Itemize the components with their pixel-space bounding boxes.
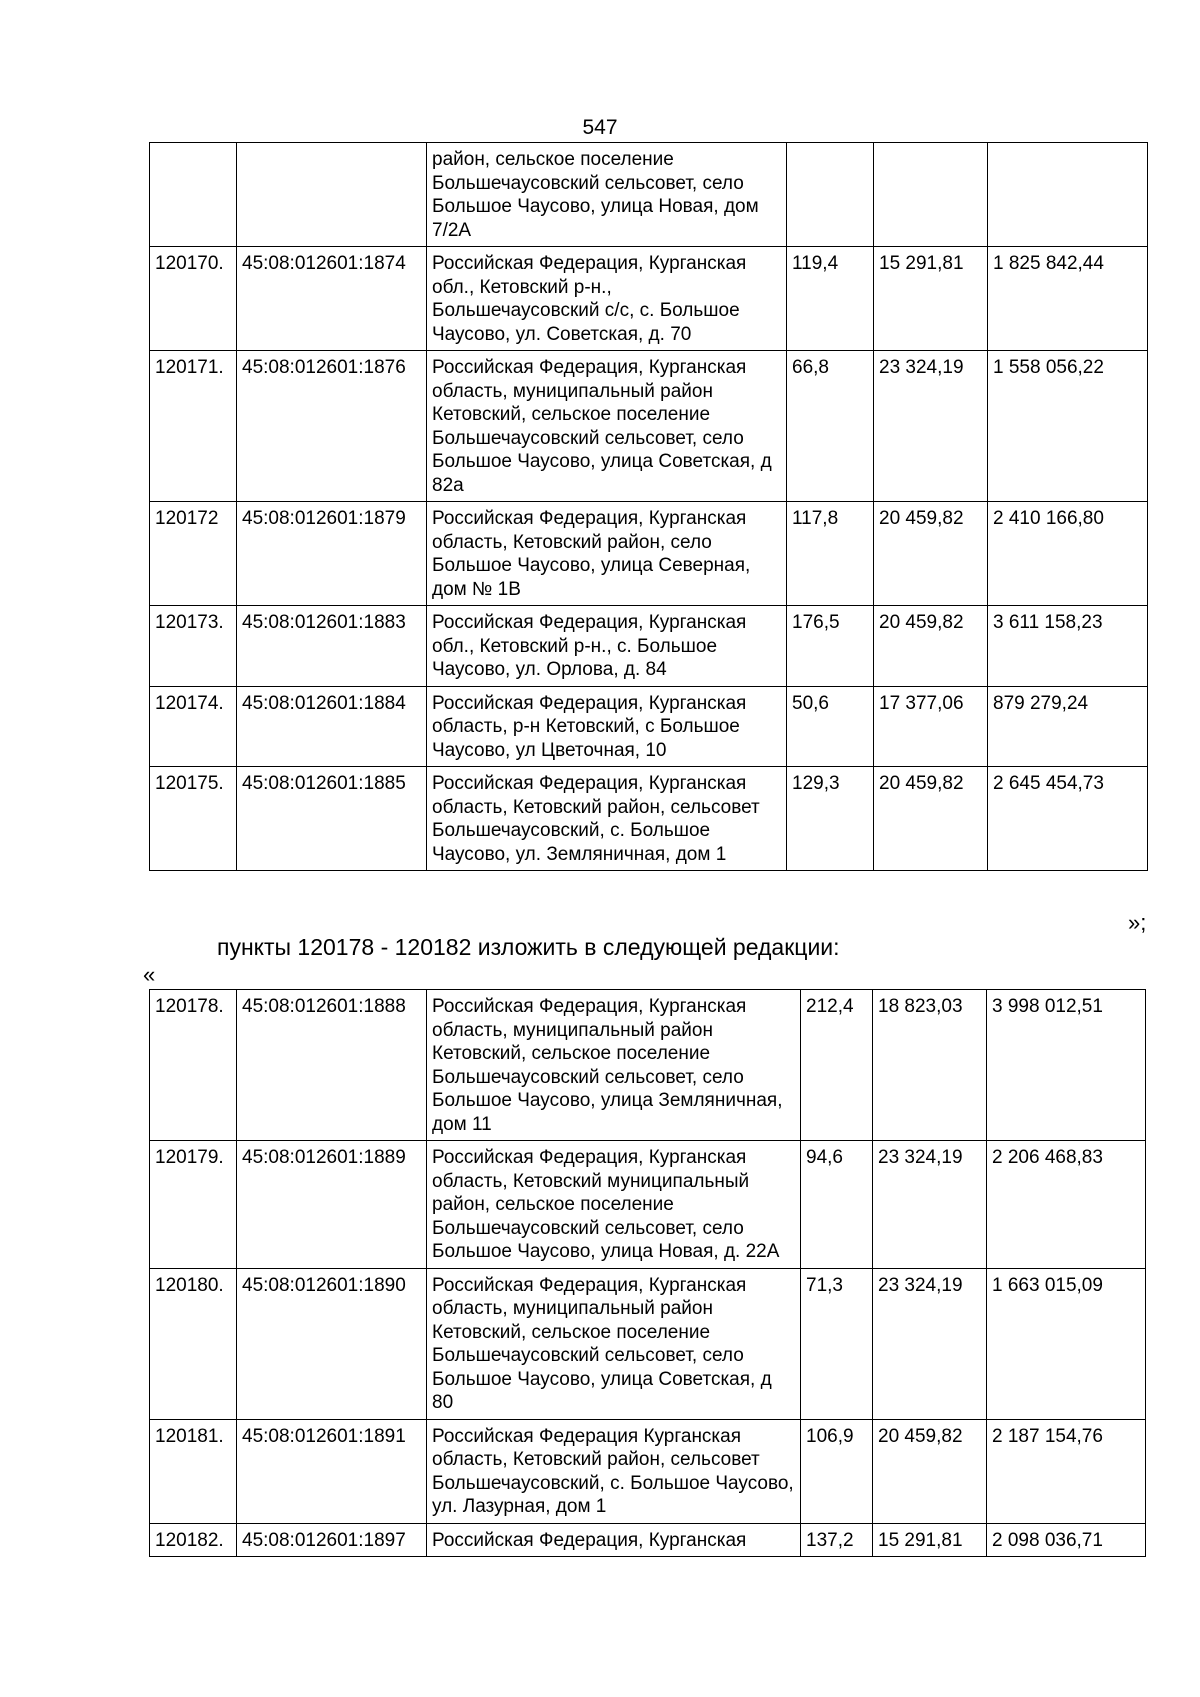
unit-price: 17 377,06 xyxy=(874,686,988,767)
address: Российская Федерация, Курганская область, муниципальный район Кетовский, сельское поселение Большечаусовский сельсовет, село Большое Чаусово, улица Земляничная, дом 11 xyxy=(427,990,801,1141)
area: 66,8 xyxy=(787,351,874,502)
row-number: 120179. xyxy=(150,1141,237,1269)
cadastral-number: 45:08:012601:1884 xyxy=(237,686,427,767)
table-row xyxy=(150,143,1148,247)
cadastral-value: 2 410 166,80 xyxy=(988,502,1148,606)
cadastral-number: 45:08:012601:1883 xyxy=(237,606,427,687)
unit-price: 20 459,82 xyxy=(873,1419,987,1523)
area: 212,4 xyxy=(801,990,873,1141)
cadastral-number xyxy=(237,143,427,247)
area: 106,9 xyxy=(801,1419,873,1523)
address: Российская Федерация, Курганская область, муниципальный район Кетовский, сельское поселение Большечаусовский сельсовет, село Большое Чаусово, улица Советская, д 82а xyxy=(427,351,787,502)
area: 117,8 xyxy=(787,502,874,606)
row-number: 120178. xyxy=(150,990,237,1141)
table-row xyxy=(150,767,1148,871)
unit-price: 18 823,03 xyxy=(873,990,987,1141)
page-number: 547 xyxy=(582,116,618,139)
area: 129,3 xyxy=(787,767,874,871)
area: 50,6 xyxy=(787,686,874,767)
table-row xyxy=(150,606,1148,687)
table-row xyxy=(150,1523,1146,1557)
cadastral-value: 2 645 454,73 xyxy=(988,767,1148,871)
cadastral-value: 2 098 036,71 xyxy=(987,1523,1146,1557)
cadastral-number: 45:08:012601:1879 xyxy=(237,502,427,606)
table-row xyxy=(150,247,1148,351)
table-row xyxy=(150,1268,1146,1419)
row-number: 120175. xyxy=(150,767,237,871)
cadastral-value xyxy=(988,143,1148,247)
address: Российская Федерация, Курганская область, муниципальный район Кетовский, сельское поселение Большечаусовский сельсовет, село Большое Чаусово, улица Советская, д 80 xyxy=(427,1268,801,1419)
cadastral-number: 45:08:012601:1888 xyxy=(237,990,427,1141)
cadastral-number: 45:08:012601:1885 xyxy=(237,767,427,871)
cadastral-value: 3 998 012,51 xyxy=(987,990,1146,1141)
cadastral-number: 45:08:012601:1897 xyxy=(237,1523,427,1557)
address: Российская Федерация, Курганская область, р-н Кетовский, с Большое Чаусово, ул Цветочная, 10 xyxy=(427,686,787,767)
table-row xyxy=(150,990,1146,1141)
amendment-instruction: пункты 120178 - 120182 изложить в следующей редакции: xyxy=(217,934,840,960)
register-table-amended xyxy=(149,989,1146,1557)
area: 137,2 xyxy=(801,1523,873,1557)
address: Российская Федерация, Курганская xyxy=(427,1523,801,1557)
table-row xyxy=(150,1141,1146,1269)
cadastral-value: 1 825 842,44 xyxy=(988,247,1148,351)
address: Российская Федерация, Курганская обл., Кетовский р-н., Большечаусовский с/с, с. Большое Чаусово, ул. Советская, д. 70 xyxy=(427,247,787,351)
unit-price: 20 459,82 xyxy=(874,767,988,871)
row-number: 120173. xyxy=(150,606,237,687)
address: Российская Федерация, Курганская обл., Кетовский р-н., с. Большое Чаусово, ул. Орлова, д. 84 xyxy=(427,606,787,687)
area xyxy=(787,143,874,247)
cadastral-number: 45:08:012601:1874 xyxy=(237,247,427,351)
row-number: 120181. xyxy=(150,1419,237,1523)
unit-price: 15 291,81 xyxy=(873,1523,987,1557)
unit-price xyxy=(874,143,988,247)
row-number: 120172 xyxy=(150,502,237,606)
unit-price: 20 459,82 xyxy=(874,502,988,606)
unit-price: 15 291,81 xyxy=(874,247,988,351)
row-number: 120174. xyxy=(150,686,237,767)
area: 94,6 xyxy=(801,1141,873,1269)
cadastral-value: 879 279,24 xyxy=(988,686,1148,767)
row-number: 120170. xyxy=(150,247,237,351)
unit-price: 20 459,82 xyxy=(874,606,988,687)
row-number xyxy=(150,143,237,247)
address: район, сельское поселение Большечаусовский сельсовет, село Большое Чаусово, улица Новая, дом 7/2А xyxy=(427,143,787,247)
table-row xyxy=(150,1419,1146,1523)
cadastral-value: 3 611 158,23 xyxy=(988,606,1148,687)
unit-price: 23 324,19 xyxy=(874,351,988,502)
row-number: 120182. xyxy=(150,1523,237,1557)
cadastral-number: 45:08:012601:1891 xyxy=(237,1419,427,1523)
cadastral-value: 2 187 154,76 xyxy=(987,1419,1146,1523)
area: 71,3 xyxy=(801,1268,873,1419)
cadastral-value: 1 663 015,09 xyxy=(987,1268,1146,1419)
unit-price: 23 324,19 xyxy=(873,1268,987,1419)
area: 119,4 xyxy=(787,247,874,351)
row-number: 120180. xyxy=(150,1268,237,1419)
address: Российская Федерация, Курганская область, Кетовский район, село Большое Чаусово, улица Северная, дом № 1В xyxy=(427,502,787,606)
table-row xyxy=(150,686,1148,767)
table-row xyxy=(150,502,1148,606)
cadastral-number: 45:08:012601:1889 xyxy=(237,1141,427,1269)
unit-price: 23 324,19 xyxy=(873,1141,987,1269)
address: Российская Федерация, Курганская область, Кетовский район, сельсовет Большечаусовский, с. Большое Чаусово, ул. Земляничная, дом 1 xyxy=(427,767,787,871)
cadastral-number: 45:08:012601:1890 xyxy=(237,1268,427,1419)
opening-quote: « xyxy=(143,962,156,987)
address: Российская Федерация Курганская область, Кетовский район, сельсовет Большечаусовский, с. Большое Чаусово, ул. Лазурная, дом 1 xyxy=(427,1419,801,1523)
table-row xyxy=(150,351,1148,502)
cadastral-number: 45:08:012601:1876 xyxy=(237,351,427,502)
area: 176,5 xyxy=(787,606,874,687)
closing-quote: »; xyxy=(1128,910,1147,935)
cadastral-value: 2 206 468,83 xyxy=(987,1141,1146,1269)
cadastral-value: 1 558 056,22 xyxy=(988,351,1148,502)
register-table-continued xyxy=(149,142,1148,871)
address: Российская Федерация, Курганская область, Кетовский муниципальный район, сельское поселение Большечаусовский сельсовет, село Большое Чаусово, улица Новая, д. 22А xyxy=(427,1141,801,1269)
row-number: 120171. xyxy=(150,351,237,502)
